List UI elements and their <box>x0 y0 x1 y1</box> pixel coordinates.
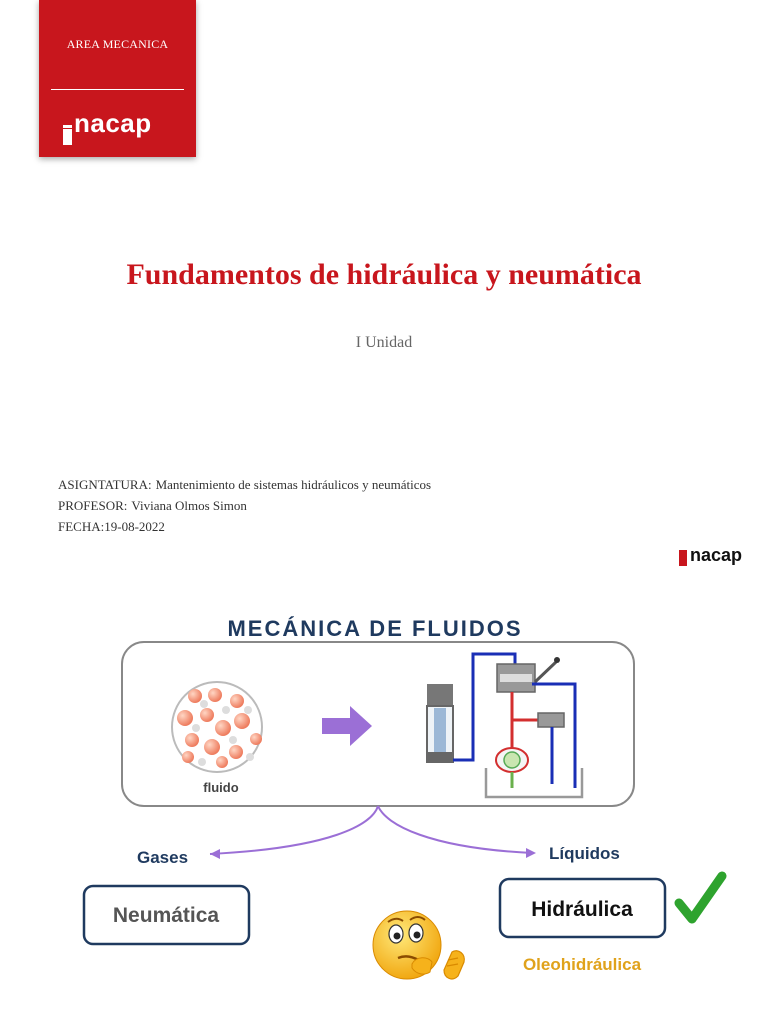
molecules-icon <box>172 682 262 772</box>
date-label: FECHA: <box>58 519 105 534</box>
thinking-emoji-icon <box>373 911 464 979</box>
logo-mark-icon <box>679 550 689 566</box>
document-subtitle: I Unidad <box>355 334 413 351</box>
hydraulics-label: Hidráulica <box>531 898 633 921</box>
subject-line <box>58 474 431 495</box>
logo-text: nacap <box>74 108 152 138</box>
subject-value: Mantenimiento de sistemas hidráulicos y neumáticos <box>155 477 432 492</box>
area-label: AREA MECANICA <box>66 37 169 51</box>
teacher-label: PROFESOR: <box>58 498 128 513</box>
logo-mark-icon <box>63 121 73 139</box>
subject-label: ASIGNTATURA: <box>58 477 152 492</box>
document-meta <box>58 474 431 537</box>
document-title: Fundamentos de hidráulica y neumática <box>126 258 642 291</box>
checkmark-icon <box>679 876 722 919</box>
banner-divider <box>51 89 184 90</box>
oleohydraulics-label: Oleohidráulica <box>522 955 642 974</box>
inacap-logo <box>63 108 152 139</box>
teacher-value: Viviana Olmos Simon <box>131 498 247 513</box>
small-logo-text: nacap <box>690 545 743 565</box>
header-banner <box>39 0 196 157</box>
date-line <box>58 516 431 537</box>
inacap-logo-small <box>679 545 742 566</box>
gases-label: Gases <box>137 848 189 867</box>
date-value: 19-08-2022 <box>104 519 165 534</box>
diagram-heading: MECÁNICA DE FLUIDOS <box>227 616 523 641</box>
pneumatics-label: Neumática <box>112 904 220 927</box>
liquids-label: Líquidos <box>549 844 620 863</box>
teacher-line <box>58 495 431 516</box>
branch-connector <box>210 806 536 859</box>
fluid-mechanics-diagram <box>0 600 768 1024</box>
fluid-label: fluido <box>203 780 239 795</box>
